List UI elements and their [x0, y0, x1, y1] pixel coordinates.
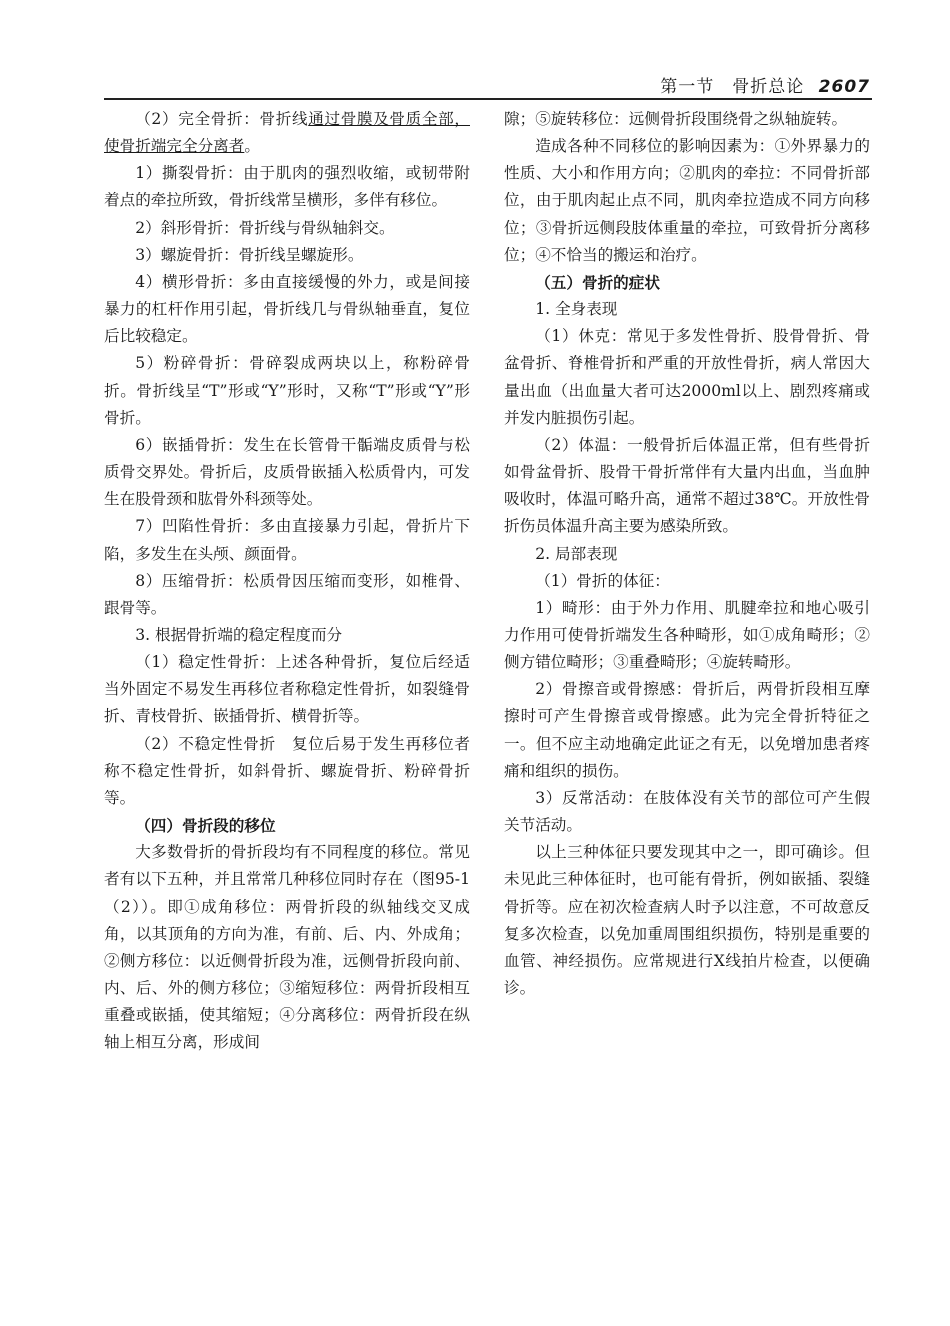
paragraph: 2）斜形骨折：骨折线与骨纵轴斜交。 — [135, 218, 395, 237]
right-column — [504, 106, 870, 1002]
paragraph: （1）稳定性骨折：上述各种骨折，复位后经适当外固定不易发生再移位者称稳定性骨折，如裂缝骨折、青枝骨折、嵌插骨折、横骨折等。 — [104, 653, 470, 726]
paragraph: （1）休克：常见于多发性骨折、股骨骨折、骨盆骨折、脊椎骨折和严重的开放性骨折，病人常因大量出血（出血量大者可达2000ml以上、剧烈疼痛或并发内脏损伤引起。 — [504, 327, 870, 427]
paragraph: 5）粉碎骨折：骨碎裂成两块以上，称粉碎骨折。骨折线呈“T”形或“Y”形时，又称“T”形或“Y”形骨折。 — [104, 354, 470, 427]
underlined-text: 通过骨膜及骨质全部，使骨折端完全分离者 — [104, 110, 470, 156]
paragraph: 2）骨擦音或骨擦感：骨折后，两骨折段相互摩擦时可产生骨擦音或骨擦感。此为完全骨折特征之一。但不应主动地确定此证之有无，以免增加患者疼痛和组织的损伤。 — [504, 680, 870, 780]
paragraph: （2）体温：一般骨折后体温正常，但有些骨折如骨盆骨折、股骨干骨折常伴有大量内出血，当血肿吸收时，体温可略升高，通常不超过38℃。开放性骨折伤员体温升高主要为感染所致。 — [504, 435, 870, 536]
paragraph: 造成各种不同移位的影响因素为：①外界暴力的性质、大小和作用方向；②肌肉的牵拉：不同骨折部位，由于肌肉起止点不同，肌肉牵拉造成不同方向移位；③骨折远侧段肢体重量的牵拉，可致骨折分离移位；④不恰当的搬运和治疗。 — [504, 137, 870, 264]
paragraph: 4）横形骨折：多由直接缓慢的外力，或是间接暴力的杠杆作用引起，骨折线几与骨纵轴垂直，复位后比较稳定。 — [104, 272, 470, 346]
paragraph: 隙；⑤旋转移位：远侧骨折段围绕骨之纵轴旋转。 — [504, 110, 848, 128]
paragraph: 1. 全身表现 — [535, 300, 618, 319]
paragraph: 2. 局部表现 — [535, 544, 618, 563]
paragraph: 6）嵌插骨折：发生在长管骨干骺端皮质骨与松质骨交界处。骨折后，皮质骨嵌插入松质骨内，可发生在股骨颈和肱骨外科颈等处。 — [104, 435, 470, 509]
paragraph: 7）凹陷性骨折：多由直接暴力引起，骨折片下陷，多发生在头颅、颜面骨。 — [104, 517, 470, 563]
page-number: 2607 — [818, 77, 870, 97]
paragraph: 1）畸形：由于外力作用、肌腱牵拉和地心吸引力作用可使骨折端发生各种畸形，如①成角畸形；②侧方错位畸形；③重叠畸形；④旋转畸形。 — [504, 598, 870, 672]
section-heading: （五）骨折的症状 — [535, 272, 660, 292]
paragraph: 3. 根据骨折端的稳定程度而分 — [135, 625, 343, 644]
paragraph: 大多数骨折的骨折段均有不同程度的移位。常见者有以下五种，并且常常几种移位同时存在（图95-1（2））。即①成角移位：两骨折段的纵轴线交叉成角，以其顶角的方向为准，有前、后、内、外成角；②侧方移位：以近侧骨折段为准，远侧骨折段向前、内、后、外的侧方移位；③缩短移位：两骨折段相互重叠或嵌插，使其缩短；④分离移位：两骨折段在纵轴上相互分离，形成间 — [104, 843, 470, 1052]
section-heading: （四）骨折段的移位 — [135, 816, 276, 836]
section-title: 第一节 骨折总论 — [660, 77, 805, 97]
paragraph: 3）螺旋骨折：骨折线呈螺旋形。 — [135, 245, 364, 264]
paragraph: （1）骨折的体征： — [535, 571, 670, 590]
paragraph: （2）不稳定性骨折 复位后易于发生再移位者称不稳定性骨折，如斜骨折、螺旋骨折、粉碎骨折等。 — [104, 734, 470, 807]
header-rule — [104, 98, 872, 100]
left-column — [104, 106, 470, 1056]
paragraph: 8）压缩骨折：松质骨因压缩而变形，如椎骨、跟骨等。 — [104, 571, 470, 617]
paragraph: 3）反常活动：在肢体没有关节的部位可产生假关节活动。 — [504, 788, 870, 835]
paragraph: 1）撕裂骨折：由于肌肉的强烈收缩，或韧带附着点的牵拉所致，骨折线常呈横形，多伴有移位。 — [104, 164, 470, 210]
paragraph: 以上三种体征只要发现其中之一，即可确诊。但未见此三种体征时，也可能有骨折，例如嵌插、裂缝骨折等。应在初次检查病人时予以注意，不可故意反复多次检查，以免加重周围组织损伤，特别是重要的血管、神经损伤。应常规进行X线拍片检查，以便确诊。 — [504, 843, 870, 997]
running-header — [0, 72, 870, 97]
paragraph: （2）完全骨折：骨折线通过骨膜及骨质全部，使骨折端完全分离者。 — [104, 110, 470, 156]
